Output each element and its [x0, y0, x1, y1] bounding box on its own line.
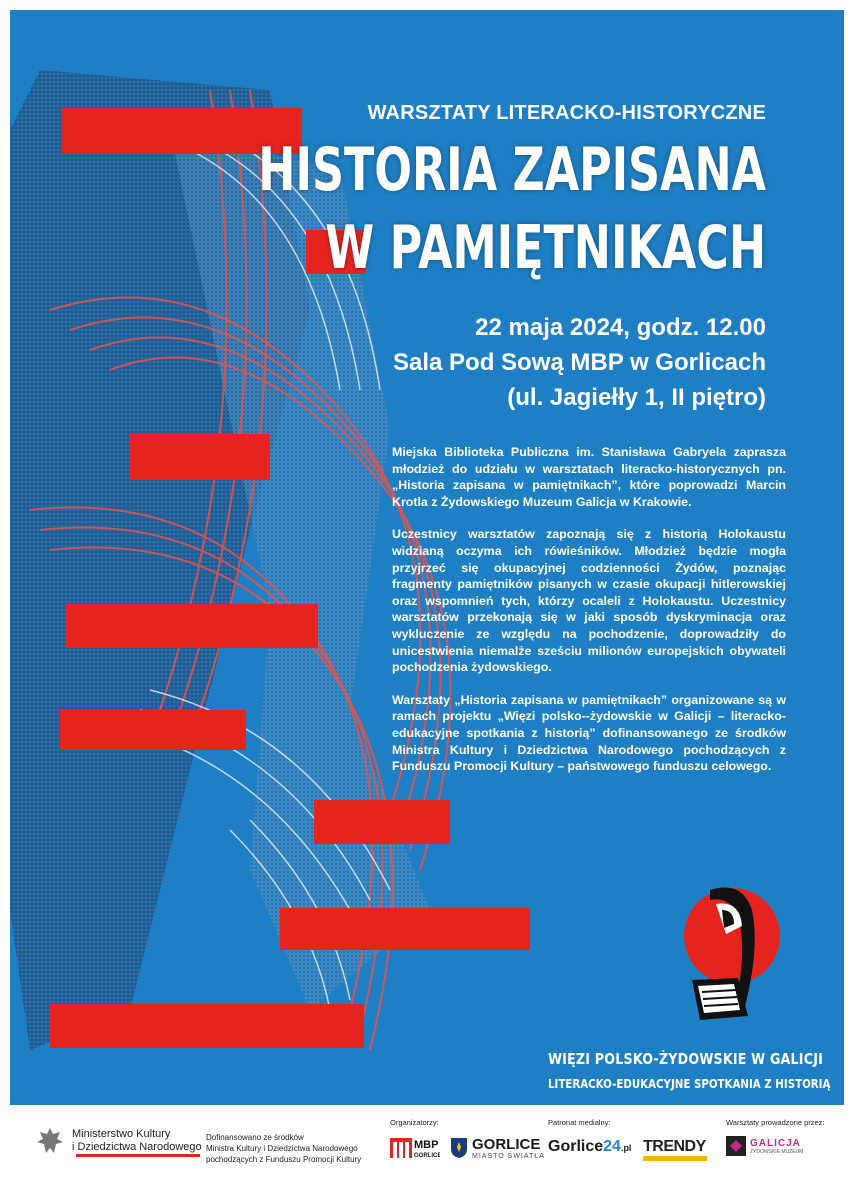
- poster-title-line1: HISTORIA ZAPISANA: [258, 135, 766, 205]
- trendy-logo: [643, 1138, 706, 1156]
- galicja-mark-icon: [726, 1136, 746, 1156]
- decorative-red-bar: [130, 434, 270, 480]
- trendy-logo-text: TRENDY: [643, 1138, 706, 1155]
- event-venue: Sala Pod Sową MBP w Gorlicach: [393, 349, 766, 376]
- event-address: (ul. Jagiełły 1, II piętro): [507, 384, 766, 411]
- cofin-line3: pochodzących z Funduszu Promocji Kultury: [206, 1155, 362, 1164]
- decorative-red-bar: [50, 1004, 364, 1048]
- galicja-museum-logo: [726, 1136, 803, 1156]
- organizers-label: Organizatorzy:: [390, 1118, 439, 1127]
- city-crest-icon: [450, 1137, 468, 1159]
- g24-text-c: .pl: [620, 1143, 632, 1153]
- decorative-red-bar: [60, 710, 246, 750]
- cofin-line2: Ministra Kultury i Dziedzictwa Narodowego: [206, 1144, 358, 1153]
- description: [392, 444, 786, 791]
- poster-title-line2: W PAMIĘTNIKACH: [325, 213, 766, 283]
- project-title: WIĘZI POLSKO-ŻYDOWSKIE W GALICJI: [548, 1050, 823, 1068]
- description-paragraph-1: Miejska Biblioteka Publiczna im. Stanisława Gabryela zaprasza młodzież do udziału w warsztatach literacko-historycznych pn. „Historia zapisana w pamiętnikach”, które poprowadzi Marcin Krotla z Żydowskiego Muzeum Galicja w Krakowie.: [392, 445, 786, 509]
- ministry-logo: [36, 1126, 202, 1156]
- decorative-red-bar: [66, 604, 318, 648]
- decorative-red-bar: [314, 800, 450, 844]
- ministry-name-line1: Ministerstwo Kultury: [72, 1128, 171, 1140]
- decorative-red-bar: [280, 908, 530, 950]
- eagle-emblem-icon: [36, 1126, 64, 1156]
- workshop-label: Warsztaty prowadzone przez:: [726, 1118, 825, 1127]
- project-emblem-icon: [682, 870, 782, 1040]
- ministry-name-line2: i Dziedzictwa Narodowego: [72, 1141, 202, 1153]
- poster-subtitle: WARSZTATY LITERACKO-HISTORYCZNE: [367, 102, 766, 124]
- ministry-underline: [76, 1154, 200, 1157]
- g24-text-b: 24: [603, 1138, 621, 1155]
- project-subtitle: LITERACKO-EDUKACYJNE SPOTKANIA Z HISTORIĄ: [548, 1076, 831, 1091]
- library-building-icon: [390, 1134, 440, 1160]
- gorlice24-logo: [548, 1138, 631, 1156]
- gorlice-logo: [450, 1136, 545, 1160]
- mbp-logo-sub: GORLICE: [414, 1153, 440, 1159]
- trendy-logo-bar: [643, 1156, 707, 1161]
- cofin-line1: Dofinansowano ze środków: [206, 1133, 304, 1142]
- description-paragraph-3: Warsztaty „Historia zapisana w pamiętnikach” organizowane są w ramach projektu „Więzi polsko--żydowskie w Galicji – literacko-edukacyjne spotkania z historią” dofinansowanego ze środków Ministra Kultury i Dziedzictwa Narodowego pochodzących z Funduszu Promocji Kultury – państwowego funduszu celowego.: [392, 692, 786, 774]
- patron-label: Patronat medialny:: [548, 1118, 611, 1127]
- gorlice-logo-sub: MIASTO ŚWIATŁA: [472, 1153, 545, 1160]
- galicja-logo-sub: ŻYDOWSKIE MUZEUM: [750, 1148, 804, 1155]
- cofinancing-note: [206, 1132, 386, 1165]
- description-paragraph-2: Uczestnicy warsztatów zapoznają się z historią Holokaustu widzianą oczyma ich rówieśników. Młodzież będzie mogła przyjrzeć się okupacyjnej codzienności Żydów, poznając fragmenty pamiętników pisanych w czasie okupacji hitlerowskiej oraz wspomnień tych, którzy ocaleli z Holokaustu. Uczestnicy warsztatów przekonają się w jaki sposób dyskryminacja oraz wykluczenie ze względu na pochodzenie, doprowadziły do unicestwienia niemalże sześciu milionów europejskich obywateli pochodzenia żydowskiego.: [392, 527, 786, 675]
- event-date: 22 maja 2024, godz. 12.00: [475, 314, 766, 341]
- galicja-logo-text: GALICJA: [750, 1137, 801, 1149]
- poster: [10, 10, 844, 1105]
- gorlice-logo-text: GORLICE: [472, 1136, 541, 1153]
- mbp-logo: [390, 1134, 440, 1165]
- g24-text-a: Gorlice: [548, 1138, 604, 1155]
- mbp-logo-text: MBP: [414, 1139, 439, 1151]
